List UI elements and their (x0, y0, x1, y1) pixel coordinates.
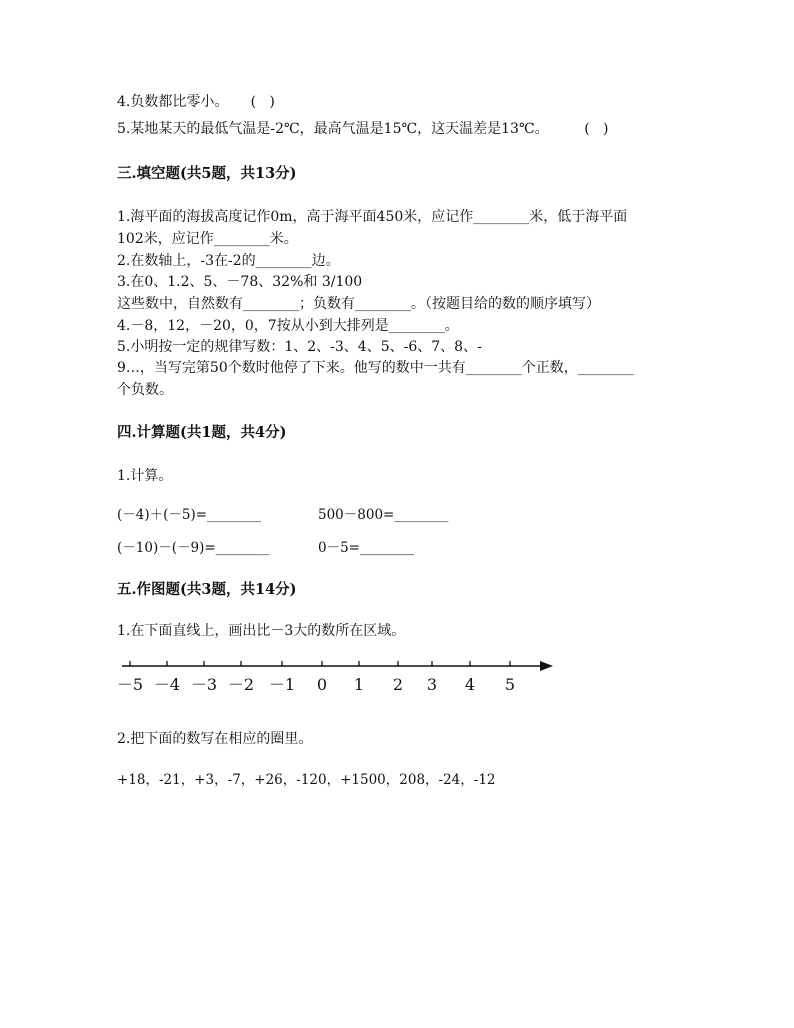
calc-expr-1: (－4)＋(－5)=________ (117, 507, 262, 523)
judgement-q5: 5.某地某天的最低气温是-2℃，最高气温是15℃，这天温差是13℃。 ( ) (117, 121, 609, 137)
number-line-label: 0 (316, 675, 328, 694)
draw-q2: 2.把下面的数写在相应的圈里。 (117, 731, 313, 747)
fill-q5-line1: 5.小明按一定的规律写数：1、2、-3、4、5、-6、7、8、- (117, 339, 482, 355)
calc-expr-3: (－10)－(－9)=________ (117, 540, 270, 556)
number-list: +18，-21，+3，-7，+26，-120，+1500，208，-24，-12 (117, 772, 496, 788)
judgement-q4: 4.负数都比零小。 ( ) (117, 94, 275, 110)
fill-q3-line1: 3.在0、1.2、5、－78、32%和 3/100 (117, 274, 363, 290)
fill-q5-line3: 个负数。 (117, 382, 173, 398)
number-line-label: －4 (153, 675, 181, 694)
calc-expr-4: 0－5=________ (318, 540, 414, 556)
fill-q4: 4.－8，12，－20，0，7按从小到大排列是________。 (117, 318, 459, 334)
number-line-label: 4 (464, 675, 476, 694)
draw-q1: 1.在下面直线上，画出比－3大的数所在区域。 (117, 623, 406, 639)
number-line-label: 2 (392, 675, 404, 694)
number-line-label: －2 (227, 675, 255, 694)
number-line (110, 652, 560, 698)
calc-expr-2: 500－800=________ (318, 507, 449, 523)
section4-title: 四.计算题(共1题，共4分) (117, 424, 287, 441)
number-line-label: 5 (504, 675, 516, 694)
fill-q1-line1: 1.海平面的海拔高度记作0m，高于海平面450米，应记作________米，低于海平面 (117, 209, 628, 225)
number-line-label: －1 (268, 675, 296, 694)
section3-title: 三.填空题(共5题，共13分) (117, 165, 297, 182)
number-line-label: 3 (426, 675, 438, 694)
number-line-label: 1 (353, 675, 365, 694)
section5-title: 五.作图题(共3题，共14分) (117, 581, 297, 598)
number-line-label: －5 (116, 675, 144, 694)
number-line-label: －3 (190, 675, 218, 694)
number-line-arrow (540, 661, 553, 671)
fill-q5-line2: 9…，当写完第50个数时他停了下来。他写的数中一共有________个正数，________ (117, 360, 634, 376)
fill-q3-line2: 这些数中，自然数有________；负数有________。（按题目给的数的顺序填写） (117, 296, 600, 312)
fill-q1-line2: 102米，应记作________米。 (117, 231, 298, 247)
fill-q2: 2.在数轴上，-3在-2的________边。 (117, 253, 340, 269)
calc-q1: 1.计算。 (117, 468, 173, 484)
